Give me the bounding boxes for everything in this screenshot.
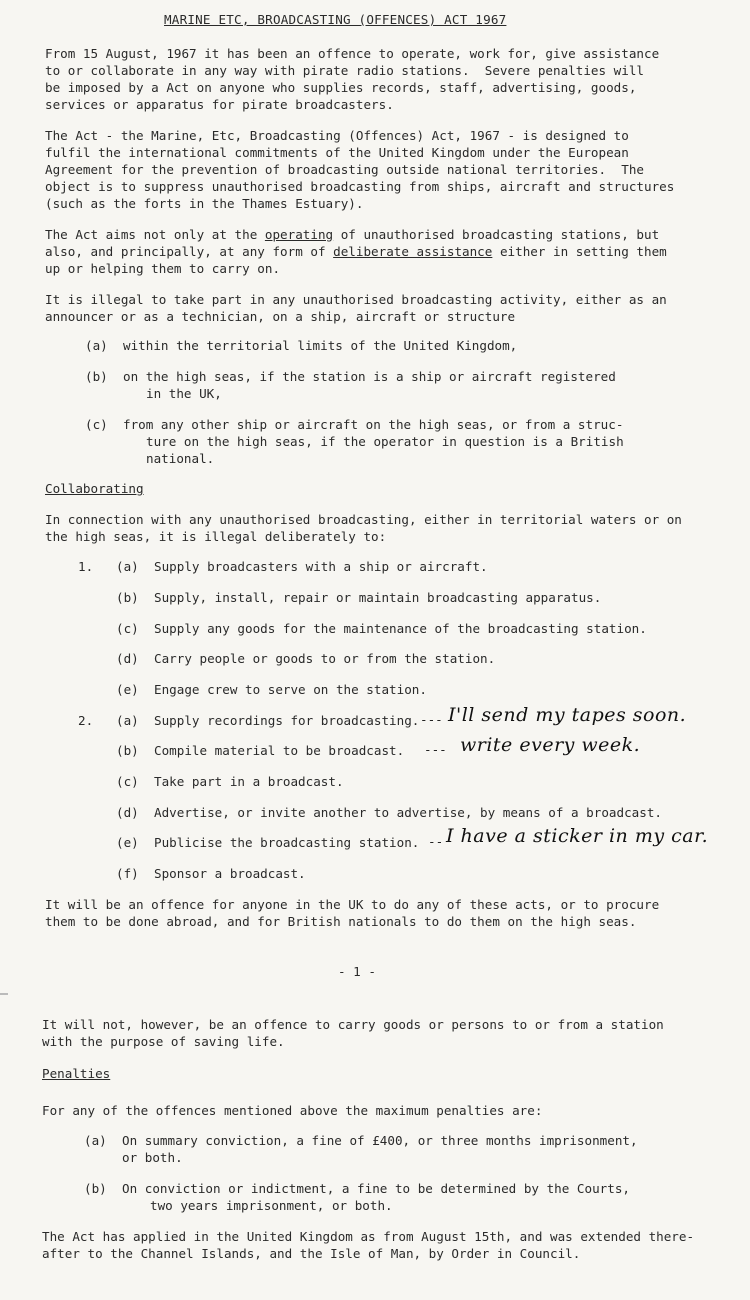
- act-para-line: Agreement for the prevention of broadcasting outside national territories. The: [45, 162, 644, 177]
- group-number: 2.: [78, 713, 94, 728]
- penalties-intro: For any of the offences mentioned above the maximum penalties are:: [42, 1103, 543, 1118]
- item-label: (b): [116, 743, 139, 758]
- underlined-operating: operating: [264, 227, 334, 242]
- item-label: (d): [116, 651, 139, 666]
- act-para-line: object is to suppress unauthorised broadcasting from ships, aircraft and structures: [45, 179, 675, 194]
- item-label: (c): [116, 621, 139, 636]
- document-title: MARINE ETC, BROADCASTING (OFFENCES) ACT 1967: [164, 12, 507, 27]
- item-text: Supply broadcasters with a ship or aircraft.: [154, 559, 488, 574]
- item-label: (e): [116, 682, 139, 697]
- intro-line: to or collaborate in any way with pirate radio stations. Severe penalties will: [45, 63, 644, 78]
- item-label: (a): [116, 713, 139, 728]
- intro-line: services or apparatus for pirate broadcasters.: [45, 97, 394, 112]
- item-label: (c): [116, 774, 139, 789]
- act-para-line: The Act - the Marine, Etc, Broadcasting (Offences) Act, 1967 - is designed to: [45, 128, 629, 143]
- act-para-line: fulfil the international commitments of the United Kingdom under the European: [45, 145, 629, 160]
- handwritten-note: I'll send my tapes soon.: [448, 704, 687, 726]
- item-label: (a): [116, 559, 139, 574]
- item-text: ture on the high seas, if the operator in question is a British: [146, 434, 624, 449]
- item-text: within the territorial limits of the United Kingdom,: [123, 338, 518, 353]
- collab-para-line: In connection with any unauthorised broadcasting, either in territorial waters or on: [45, 512, 682, 527]
- item-text: or both.: [122, 1150, 183, 1165]
- illegal-para-line: announcer or as a technician, on a ship, aircraft or structure: [45, 309, 516, 324]
- item-label: (f): [116, 866, 139, 881]
- item-label: (d): [116, 805, 139, 820]
- item-text: Supply any goods for the maintenance of the broadcasting station.: [154, 621, 647, 636]
- item-label: (a): [84, 1133, 107, 1148]
- handwritten-dash: ---: [424, 742, 447, 757]
- item-text: Sponsor a broadcast.: [154, 866, 306, 881]
- saving-para-line: with the purpose of saving life.: [42, 1034, 285, 1049]
- page-number: - 1 -: [338, 964, 376, 979]
- item-label: (c): [85, 417, 108, 432]
- illegal-para-line: It is illegal to take part in any unauthorised broadcasting activity, either as an: [45, 292, 667, 307]
- item-label: (b): [85, 369, 108, 384]
- item-text: Carry people or goods to or from the station.: [154, 651, 496, 666]
- item-text: national.: [146, 451, 215, 466]
- closing-para-line: after to the Channel Islands, and the Isle of Man, by Order in Council.: [42, 1246, 581, 1261]
- item-text: On conviction or indictment, a fine to be determined by the Courts,: [122, 1181, 630, 1196]
- aims-para-line: [45, 243, 667, 260]
- handwritten-dash: --: [428, 834, 444, 849]
- item-text: Publicise the broadcasting station.: [154, 835, 420, 850]
- collab-para-line: the high seas, it is illegal deliberately to:: [45, 529, 387, 544]
- act-para-line: (such as the forts in the Thames Estuary).: [45, 196, 364, 211]
- handwritten-note: I have a sticker in my car.: [446, 825, 709, 847]
- aims-para-line: up or helping them to carry on.: [45, 261, 281, 276]
- item-text: in the UK,: [146, 386, 222, 401]
- closing-para-line: The Act has applied in the United Kingdom as from August 15th, and was extended there-: [42, 1229, 695, 1244]
- aims-text: also, and principally, at any form of: [45, 244, 334, 259]
- handwritten-dash: ---: [420, 712, 443, 727]
- item-label: (a): [85, 338, 108, 353]
- handwritten-note: write every week.: [460, 734, 641, 756]
- aims-text: of unauthorised broadcasting stations, but: [333, 227, 660, 242]
- item-text: Compile material to be broadcast.: [154, 743, 405, 758]
- page-break-mark: [0, 993, 8, 995]
- intro-line: From 15 August, 1967 it has been an offence to operate, work for, give assistance: [45, 46, 660, 61]
- aims-text: either in setting them: [492, 244, 667, 259]
- aims-para-line: [45, 226, 659, 243]
- offence-para-line: them to be done abroad, and for British nationals to do them on the high seas.: [45, 914, 637, 929]
- intro-line: be imposed by a Act on anyone who supplies records, staff, advertising, goods,: [45, 80, 637, 95]
- penalties-heading: Penalties: [42, 1066, 111, 1081]
- item-text: Advertise, or invite another to advertise, by means of a broadcast.: [154, 805, 662, 820]
- group-number: 1.: [78, 559, 94, 574]
- item-text: two years imprisonment, or both.: [150, 1198, 393, 1213]
- underlined-deliberate-assistance: deliberate assistance: [333, 244, 493, 259]
- item-text: On summary conviction, a fine of £400, or three months imprisonment,: [122, 1133, 638, 1148]
- item-text: Supply, install, repair or maintain broadcasting apparatus.: [154, 590, 602, 605]
- item-text: Take part in a broadcast.: [154, 774, 344, 789]
- item-text: from any other ship or aircraft on the high seas, or from a struc-: [123, 417, 624, 432]
- offence-para-line: It will be an offence for anyone in the UK to do any of these acts, or to procure: [45, 897, 660, 912]
- item-label: (b): [116, 590, 139, 605]
- saving-para-line: It will not, however, be an offence to carry goods or persons to or from a station: [42, 1017, 664, 1032]
- item-label: (e): [116, 835, 139, 850]
- collaborating-heading: Collaborating: [45, 481, 144, 496]
- item-label: (b): [84, 1181, 107, 1196]
- aims-text: The Act aims not only at the: [45, 227, 265, 242]
- item-text: Supply recordings for broadcasting.: [154, 713, 420, 728]
- item-text: on the high seas, if the station is a ship or aircraft registered: [123, 369, 616, 384]
- item-text: Engage crew to serve on the station.: [154, 682, 427, 697]
